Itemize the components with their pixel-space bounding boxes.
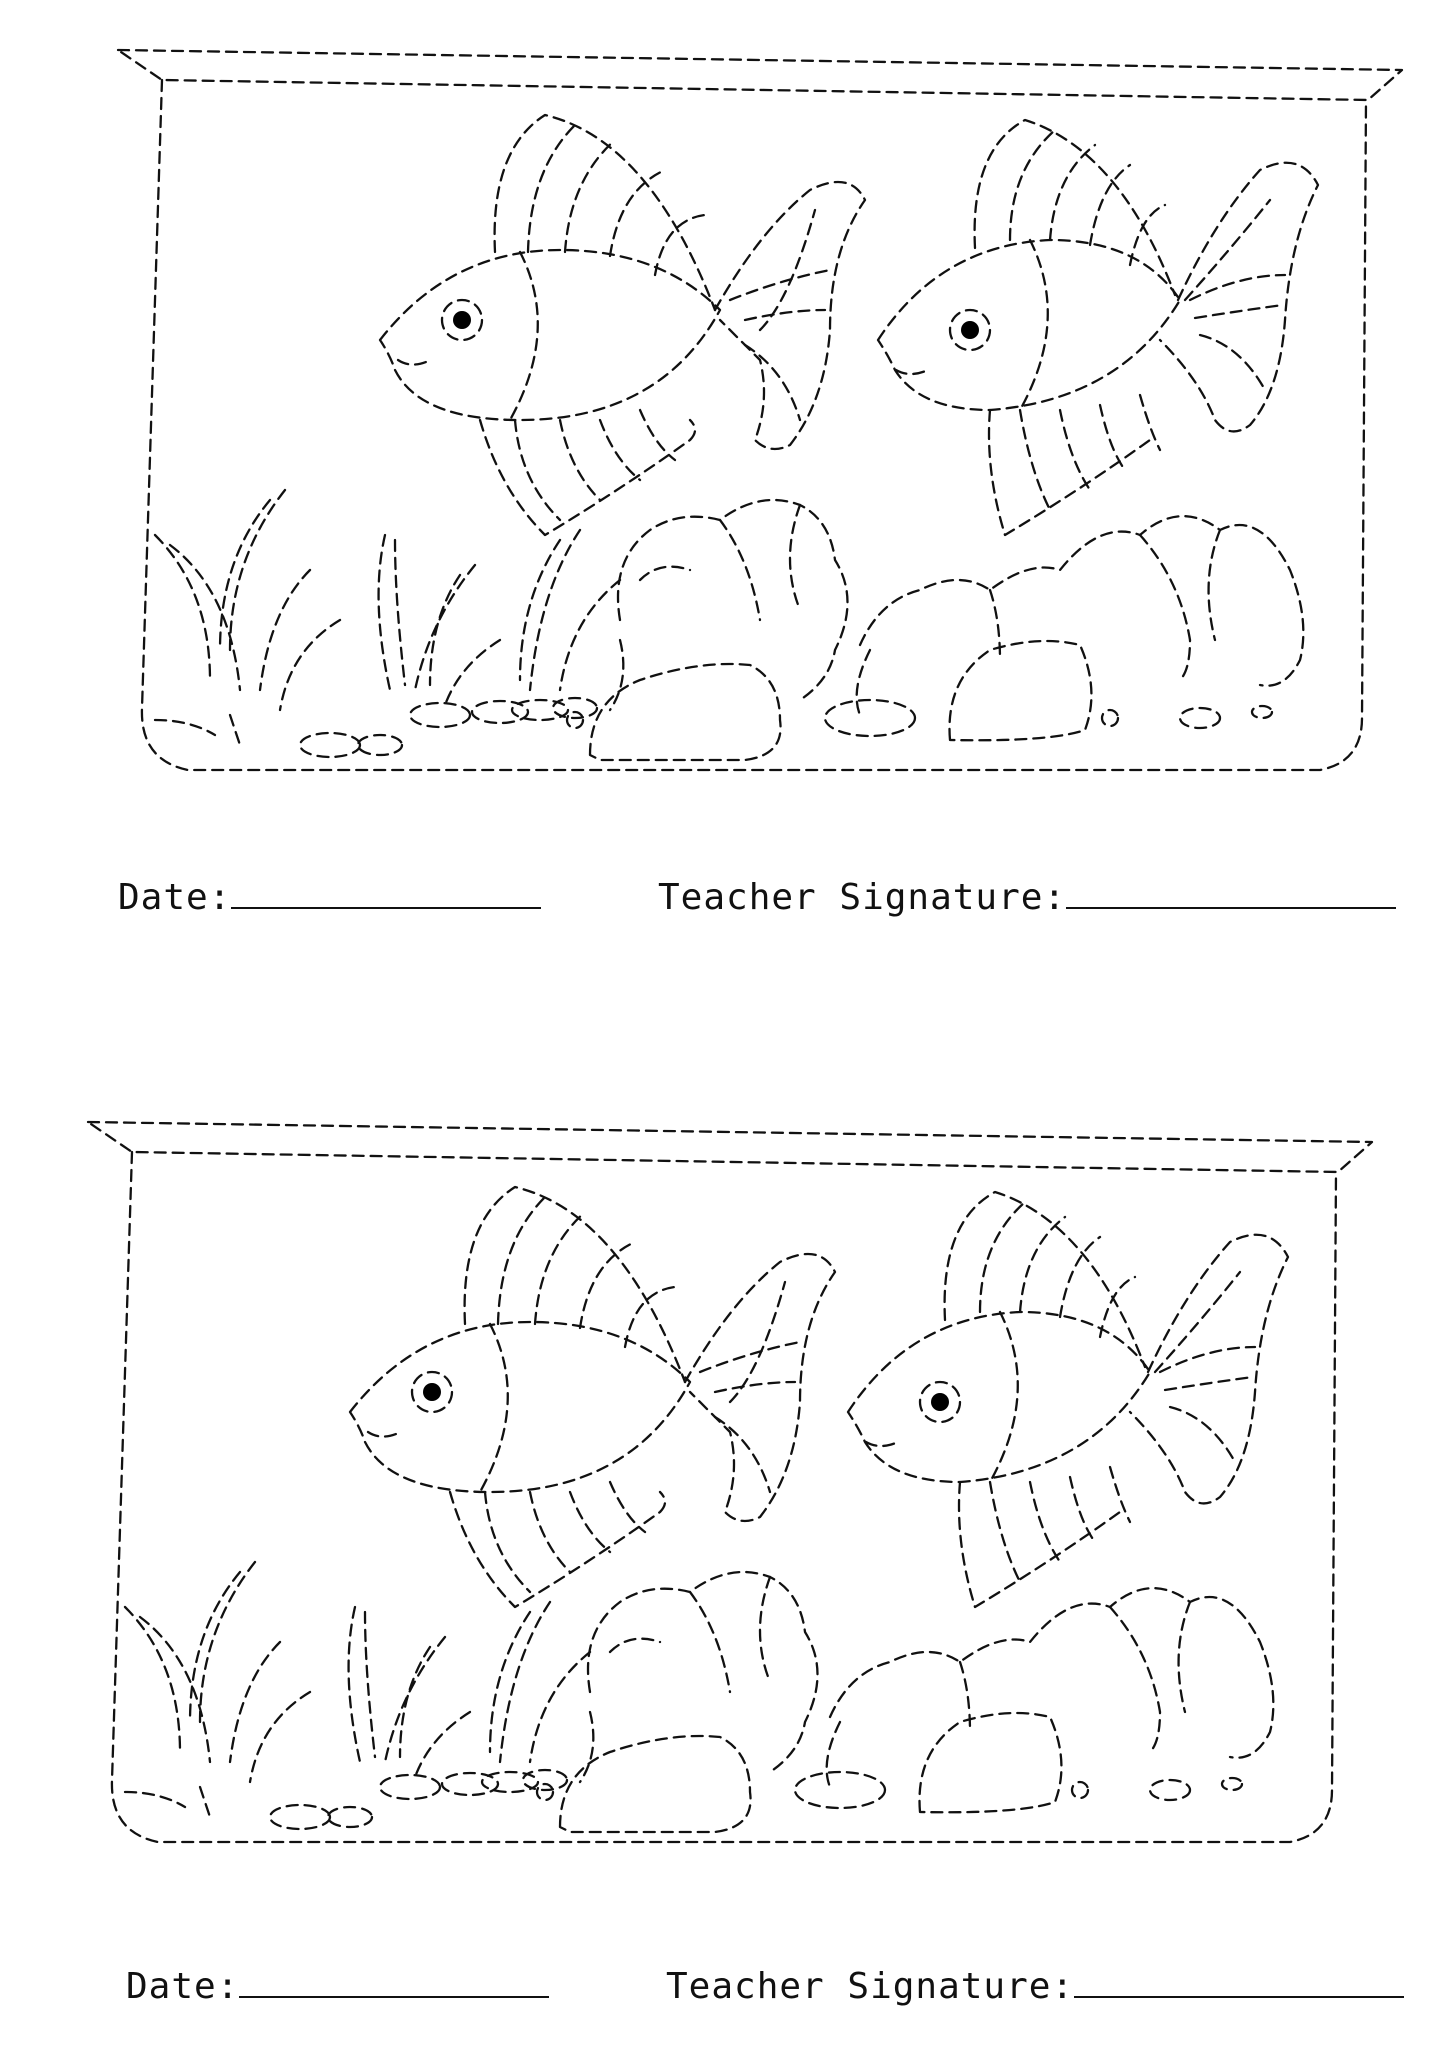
aquarium-tracing-icon [0, 0, 1448, 820]
date-blank-2[interactable] [239, 1966, 549, 1998]
seaweed-left [155, 490, 620, 710]
date-field[interactable] [118, 877, 541, 918]
teacher-signature-label: Teacher Signature: [658, 877, 1067, 918]
teacher-signature-label-2: Teacher Signature: [666, 1966, 1075, 2007]
teacher-signature-blank-2[interactable] [1074, 1966, 1404, 1998]
worksheet-1 [0, 0, 1448, 1010]
pebble-mid [825, 700, 915, 736]
rock-left [590, 664, 781, 760]
coral-right [857, 516, 1304, 715]
date-blank[interactable] [231, 877, 541, 909]
fish-left [380, 115, 865, 535]
tank-lid [118, 50, 1402, 100]
pebbles-left [155, 698, 597, 757]
date-label: Date: [118, 877, 232, 918]
teacher-signature-blank[interactable] [1066, 877, 1396, 909]
rock-right [950, 641, 1092, 740]
teacher-signature-field-2[interactable] [666, 1966, 1404, 2007]
tank-body [142, 80, 1366, 770]
date-field-2[interactable] [126, 1966, 549, 2007]
worksheet-2 [0, 1040, 1448, 2048]
date-label-2: Date: [126, 1966, 240, 2007]
coral-left [610, 500, 848, 710]
fish-left-eye-icon [453, 311, 471, 329]
fish-right-eye-icon [961, 321, 979, 339]
teacher-signature-field[interactable] [658, 877, 1396, 918]
fish-right [878, 120, 1318, 535]
aquarium-tracing-icon-2 [0, 1040, 1448, 1860]
